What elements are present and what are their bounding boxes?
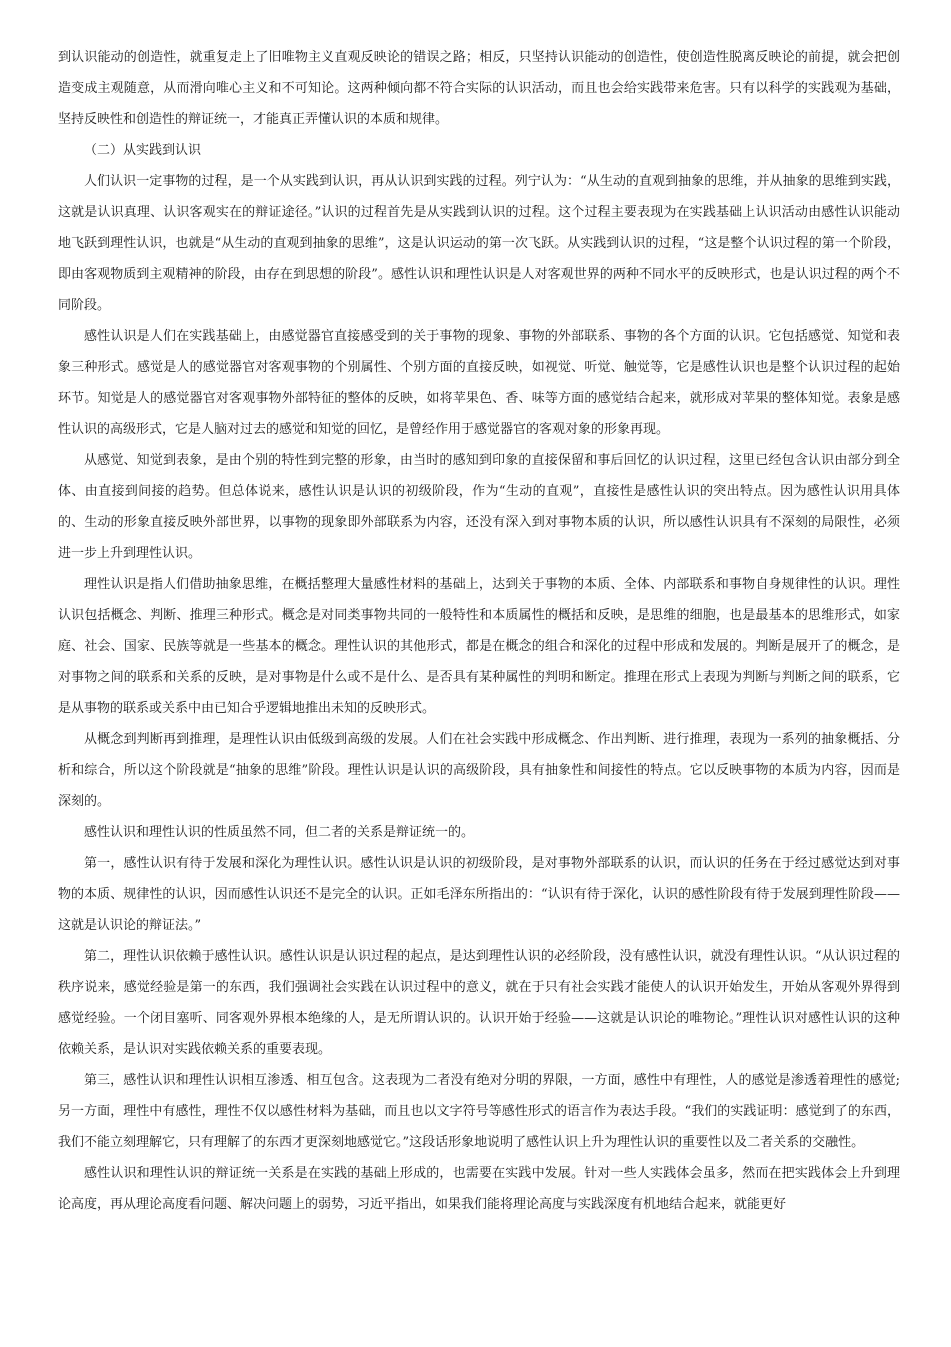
paragraph-perceptual-cognition: 感性认识是人们在实践基础上，由感觉器官直接感受到的关于事物的现象、事物的外部联系、事物的各个方面的认识。它包括感觉、知觉和表象三种形式。感觉是人的感觉器官对客观事物的个别属性、个别方面的直接反映，如视觉、听觉、触觉等，它是感性认识也是整个认识过程的起始环节。知觉是人的感觉器官对客观事物外部特征的整体的反映，如将苹果色、香、味等方面的感觉结合起来，就形成对苹果的整体知觉。表象是感性认识的高级形式，它是人脑对过去的感觉和知觉的回忆，是曾经作用于感觉器官的客观对象的形象再现。 [58,329,900,437]
paragraph-rational-cognition: 理性认识是指人们借助抽象思维，在概括整理大量感性材料的基础上，达到关于事物的本质、全体、内部联系和事物自身规律性的认识。理性认识包括概念、判断、推理三种形式。概念是对同类事物共同的一般特性和本质属性的概括和反映，是思维的细胞，也是最基本的思维形式，如家庭、社会、国家、民族等就是一些基本的概念。理性认识的其他形式，都是在概念的组合和深化的过程中形成和发展的。判断是展开了的概念，是对事物之间的联系和关系的反映，是对事物是什么或不是什么、是否具有某种属性的判明和断定。推理在形式上表现为判断与判断之间的联系，它是从事物的联系或关系中由已知合乎逻辑地推出未知的反映形式。 [58,577,900,716]
paragraph-concept-to-reasoning: 从概念到判断再到推理，是理性认识由低级到高级的发展。人们在社会实践中形成概念、作出判断、进行推理，表现为一系列的抽象概括、分析和综合，所以这个阶段就是“抽象的思维”阶段。理性认识是认识的高级阶段，具有抽象性和间接性的特点。它以反映事物的本质为内容，因而是深刻的。 [58,732,900,809]
section-heading: （二）从实践到认识 [84,143,202,158]
document-page [58,42,900,1220]
paragraph-practice-development: 感性认识和理性认识的辩证统一关系是在实践的基础上形成的，也需要在实践中发展。针对一些人实践体会虽多，然而在把实践体会上升到理论高度，再从理论高度看问题、解决问题上的弱势，习近平指出，如果我们能将理论高度与实践深度有机地结合起来，就能更好 [58,1166,900,1212]
paragraph-first-point: 第一，感性认识有待于发展和深化为理性认识。感性认识是认识的初级阶段，是对事物外部联系的认识，而认识的任务在于经过感觉达到对事物的本质、规律性的认识，因而感性认识还不是完全的认识。正如毛泽东所指出的：“认识有待于深化，认识的感性阶段有待于发展到理性阶段——这就是认识论的辩证法。” [58,856,900,933]
paragraph-continuation: 到认识能动的创造性，就重复走上了旧唯物主义直观反映论的错误之路；相反，只坚持认识能动的创造性，使创造性脱离反映论的前提，就会把创造变成主观随意，从而滑向唯心主义和不可知论。这两种倾向都不符合实际的认识活动，而且也会给实践带来危害。只有以科学的实践观为基础，坚持反映性和创造性的辩证统一，才能真正弄懂认识的本质和规律。 [58,50,900,127]
paragraph-third-point: 第三，感性认识和理性认识相互渗透、相互包含。这表现为二者没有绝对分明的界限，一方面，感性中有理性，人的感觉是渗透着理性的感觉;另一方面，理性中有感性，理性不仅以感性材料为基础，而且也以文字符号等感性形式的语言作为表达手段。“我们的实践证明：感觉到了的东西，我们不能立刻理解它，只有理解了的东西才更深刻地感觉它。”这段话形象地说明了感性认识上升为理性认识的重要性以及二者关系的交融性。 [58,1073,900,1150]
paragraph-sensation-to-representation: 从感觉、知觉到表象，是由个别的特性到完整的形象，由当时的感知到印象的直接保留和事后回忆的认识过程，这里已经包含认识由部分到全体、由直接到间接的趋势。但总体说来，感性认识是认识的初级阶段，作为“生动的直观”，直接性是感性认识的突出特点。因为感性认识用具体的、生动的形象直接反映外部世界，以事物的现象即外部联系为内容，还没有深入到对事物本质的认识，所以感性认识具有不深刻的局限性，必须进一步上升到理性认识。 [58,453,900,561]
paragraph-dialectical-unity: 感性认识和理性认识的性质虽然不同，但二者的关系是辩证统一的。 [84,825,475,840]
paragraph-second-point: 第二，理性认识依赖于感性认识。感性认识是认识过程的起点，是达到理性认识的必经阶段，没有感性认识，就没有理性认识。“从认识过程的秩序说来，感觉经验是第一的东西，我们强调社会实践在认识过程中的意义，就在于只有社会实践才能使人的认识开始发生，开始从客观外界得到感觉经验。一个闭目塞听、同客观外界根本绝缘的人，是无所谓认识的。认识开始于经验——这就是认识论的唯物论。”理性认识对感性认识的这种依赖关系，是认识对实践依赖关系的重要表现。 [58,949,900,1057]
paragraph-practice-to-cognition: 人们认识一定事物的过程，是一个从实践到认识，再从认识到实践的过程。列宁认为：“从生动的直观到抽象的思维，并从抽象的思维到实践，这就是认识真理、认识客观实在的辩证途径。”认识的过程首先是从实践到认识的过程。这个过程主要表现为在实践基础上认识活动由感性认识能动地飞跃到理性认识，也就是“从生动的直观到抽象的思维”，这是认识运动的第一次飞跃。从实践到认识的过程，“这是整个认识过程的第一个阶段，即由客观物质到主观精神的阶段，由存在到思想的阶段”。感性认识和理性认识是人对客观世界的两种不同水平的反映形式，也是认识过程的两个不同阶段。 [58,174,900,313]
